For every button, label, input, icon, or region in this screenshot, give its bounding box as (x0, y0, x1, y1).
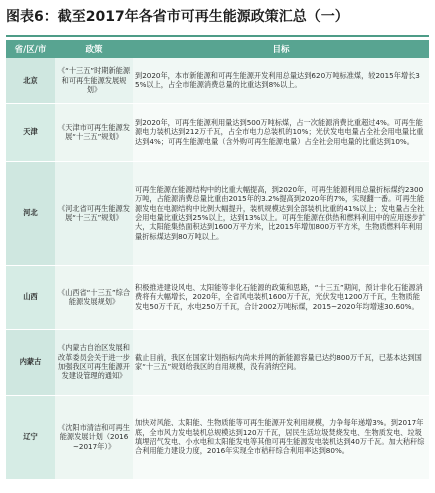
goal-cell: 加快对风能、太阳能、生物质能等可再生能源开发利用规模，力争每年递增3%。到2017年底，全市风力发电装机总规模达到120万千瓦，居民生活垃圾焚烧发电、生物质发电、垃圾填埋沼气发电、小水电和太阳能发电等其他可再生能源发电装机达到40万千瓦。加大秸秆综合利用能力建设力度，2016年实现全市秸秆综合利用率达到80%。 (133, 395, 429, 479)
goal-cell: 到2020年，本市新能源和可再生能源开发利用总量达到620万吨标准煤，较2015年增长35%以上，占全市能源消费总量的比重达到8%以上。 (133, 58, 429, 103)
policy-table (6, 40, 429, 480)
province-cell: 辽宁 (6, 395, 55, 479)
table-row (6, 265, 429, 329)
policy-cell: 《沈阳市清洁和可再生能源发展计划（2016~2017年）》 (55, 395, 133, 479)
header-policy: 政策 (55, 40, 133, 58)
table-row (6, 161, 429, 265)
goal-cell: 到2020年，可再生能源利用量达到500万吨标煤，占一次能源消费比重超过4%。可再生能源电力装机达到212万千瓦，占全市电力总装机的10%；光伏发电电量占全社会用电量比重达到4%；可再生能源电量（含外购可再生能源电量）占全社会用电量的比重达到10%。 (133, 103, 429, 161)
header-goal: 目标 (133, 40, 429, 58)
title-divider (6, 35, 429, 37)
page-title: 图表6：截至2017年各省市可再生能源政策汇总（一） (6, 9, 349, 25)
province-cell: 天津 (6, 103, 55, 161)
table-row (6, 58, 429, 103)
goal-cell: 截止目前，我区在国家计划指标内尚未并网的新能源容量已达约800万千瓦，已基本达到国家“十三五”规划给我区的自用规模，没有消纳空间。 (133, 329, 429, 395)
province-cell: 北京 (6, 58, 55, 103)
table-row (6, 103, 429, 161)
policy-cell: 《“十三五”时期新能源和可再生能源发展规划》 (55, 58, 133, 103)
table-header-row (6, 40, 429, 58)
policy-cell: 《山西省“十三五”综合能源发展规划》 (55, 265, 133, 329)
goal-cell: 可再生能源在能源结构中的比重大幅提高，到2020年，可再生能源利用总量折标煤约2300万吨，占能源消费总量比重由2015年的3.2%提高到2020年的7%，实现翻一番。可再生能源发电在电源结构中比例大幅提升，装机规模达到全部装机比重的41%以上；发电量占全社会用电量比重达到25%以上，达到13%以上。可再生能源在供热和燃料利用中的应用逐步扩大，太阳能集热面积达到1600万平方米，比2015年增加800万平方米，生物质燃料年利用量折标煤达到80万吨以上。 (133, 161, 429, 265)
policy-cell: 《内蒙古自治区发展和改革委员会关于进一步加强我区可再生能源开发建设管理的通知》 (55, 329, 133, 395)
policy-cell: 《天津市可再生能源发展“十三五”规划》 (55, 103, 133, 161)
province-cell: 山西 (6, 265, 55, 329)
province-cell: 内蒙古 (6, 329, 55, 395)
header-province: 省/区/市 (6, 40, 55, 58)
policy-cell: 《河北省可再生能源发展“十三五”规划》 (55, 161, 133, 265)
table-row (6, 395, 429, 479)
goal-cell: 积极推进建设风电、太阳能等非化石能源的政策和思路，“十三五”期间，预计非化石能源消费将有大幅增长，2020年，全省风电装机1600万千瓦，光伏发电1200万千瓦，生物质能发电50万千瓦，水电250万千瓦，合计2002万吨标煤，2015~2020年均增速30.60%。 (133, 265, 429, 329)
province-cell: 河北 (6, 161, 55, 265)
table-row (6, 329, 429, 395)
